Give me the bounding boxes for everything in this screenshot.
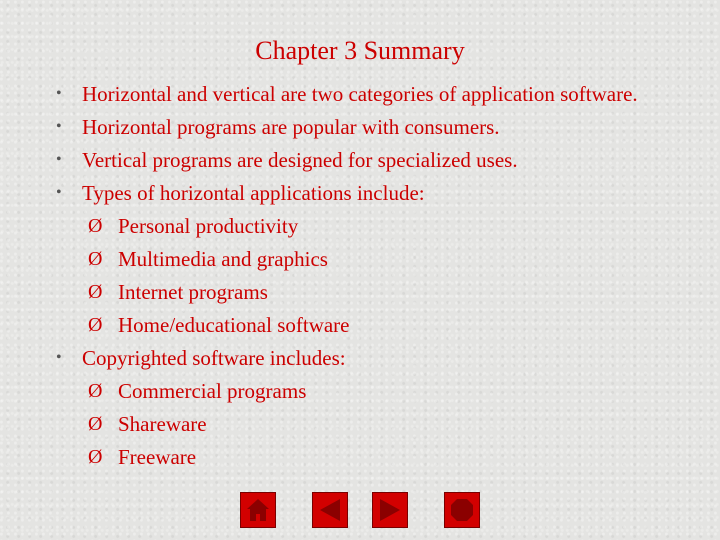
home-icon	[244, 496, 272, 524]
next-icon	[376, 496, 404, 524]
bullet-icon: •	[56, 349, 62, 366]
stop-button[interactable]	[444, 492, 480, 528]
sub-list-item-text: Freeware	[118, 445, 197, 469]
stop-icon	[448, 496, 476, 524]
bullet-icon: •	[56, 85, 62, 102]
sub-list-item-text: Home/educational software	[118, 313, 350, 337]
arrow-bullet-icon: Ø	[88, 446, 103, 468]
slide-navigation	[0, 492, 720, 528]
bullet-icon: •	[56, 151, 62, 168]
sub-list-item-text: Multimedia and graphics	[118, 247, 328, 271]
sub-list-item	[50, 311, 710, 344]
arrow-bullet-icon: Ø	[88, 314, 103, 336]
arrow-bullet-icon: Ø	[88, 248, 103, 270]
previous-icon	[316, 496, 344, 524]
sub-list-item	[50, 212, 710, 245]
summary-list	[50, 80, 710, 476]
sub-list-item	[50, 278, 710, 311]
slide-title: Chapter 3 Summary	[255, 36, 465, 65]
arrow-bullet-icon: Ø	[88, 215, 103, 237]
sub-list-item-text: Internet programs	[118, 280, 268, 304]
previous-button[interactable]	[312, 492, 348, 528]
bullet-icon: •	[56, 184, 62, 201]
list-item	[50, 344, 710, 377]
list-item-text: Horizontal and vertical are two categories of application software.	[82, 82, 638, 106]
arrow-bullet-icon: Ø	[88, 281, 103, 303]
bullet-icon: •	[56, 118, 62, 135]
list-item-text: Copyrighted software includes:	[82, 346, 346, 370]
sub-list-item-text: Personal productivity	[118, 214, 299, 238]
sub-list-item	[50, 410, 710, 443]
next-button[interactable]	[372, 492, 408, 528]
sub-list-item-text: Commercial programs	[118, 379, 307, 403]
list-item-text: Types of horizontal applications include:	[82, 181, 425, 205]
home-button[interactable]	[240, 492, 276, 528]
sub-list-item	[50, 443, 710, 476]
list-item-text: Horizontal programs are popular with consumers.	[82, 115, 500, 139]
list-item	[50, 179, 710, 212]
arrow-bullet-icon: Ø	[88, 380, 103, 402]
list-item-text: Vertical programs are designed for specialized uses.	[82, 148, 518, 172]
sub-list-item	[50, 245, 710, 278]
list-item	[50, 146, 710, 179]
sub-list-item-text: Shareware	[118, 412, 207, 436]
sub-list-item	[50, 377, 710, 410]
list-item	[50, 113, 710, 146]
arrow-bullet-icon: Ø	[88, 413, 103, 435]
list-item	[50, 80, 710, 113]
